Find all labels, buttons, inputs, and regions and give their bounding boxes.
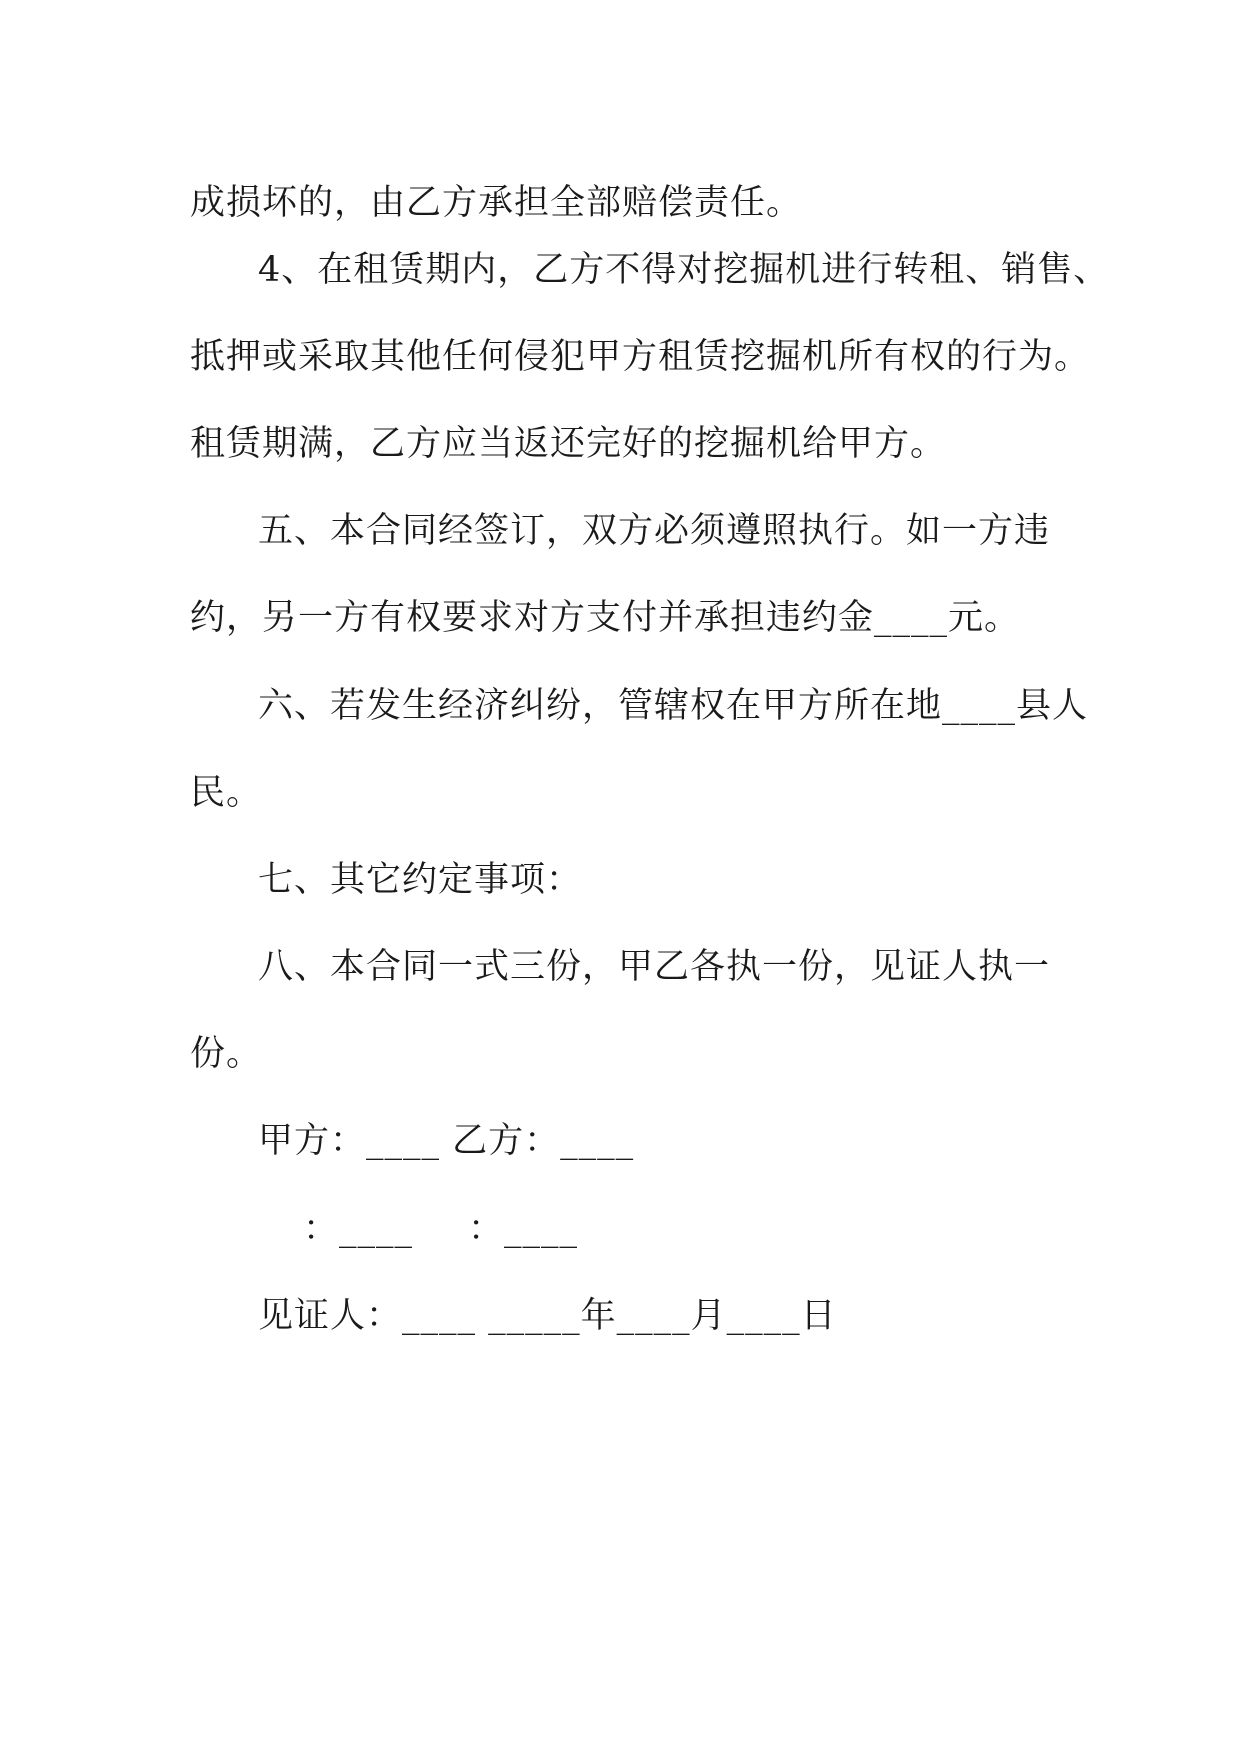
clause-6-line-2: 民。 xyxy=(190,773,263,813)
clause-4-line-3: 租赁期满，乙方应当返还完好的挖掘机给甲方。 xyxy=(190,424,947,464)
clause-5-line-1: 五、本合同经签订，双方必须遵照执行。如一方违 xyxy=(258,511,1051,551)
clause-8-line-1: 八、本合同一式三份，甲乙各执一份，见证人执一 xyxy=(258,947,1051,987)
signature-field-1: ：____ xyxy=(303,1209,414,1249)
party-signature-line: 甲方：____ 乙方：____ xyxy=(258,1121,635,1161)
clause-4-line-1: 4、在租赁期内，乙方不得对挖掘机进行转租、销售、 xyxy=(258,250,1110,290)
signature-field-2: ：____ xyxy=(468,1209,579,1249)
clause-6-line-1: 六、若发生经济纠纷，管辖权在甲方所在地____县人 xyxy=(258,686,1089,726)
clause-4-line-2: 抵押或采取其他任何侵犯甲方租赁挖掘机所有权的行为。 xyxy=(190,337,1091,377)
clause-7-line: 七、其它约定事项： xyxy=(258,860,583,900)
clause-8-line-2: 份。 xyxy=(190,1034,263,1074)
paragraph-line-1: 成损坏的，由乙方承担全部赔偿责任。 xyxy=(190,183,803,223)
clause-5-line-2: 约，另一方有权要求对方支付并承担违约金____元。 xyxy=(190,598,1021,638)
witness-date-line: 见证人：____ _____年____月____日 xyxy=(258,1296,837,1336)
